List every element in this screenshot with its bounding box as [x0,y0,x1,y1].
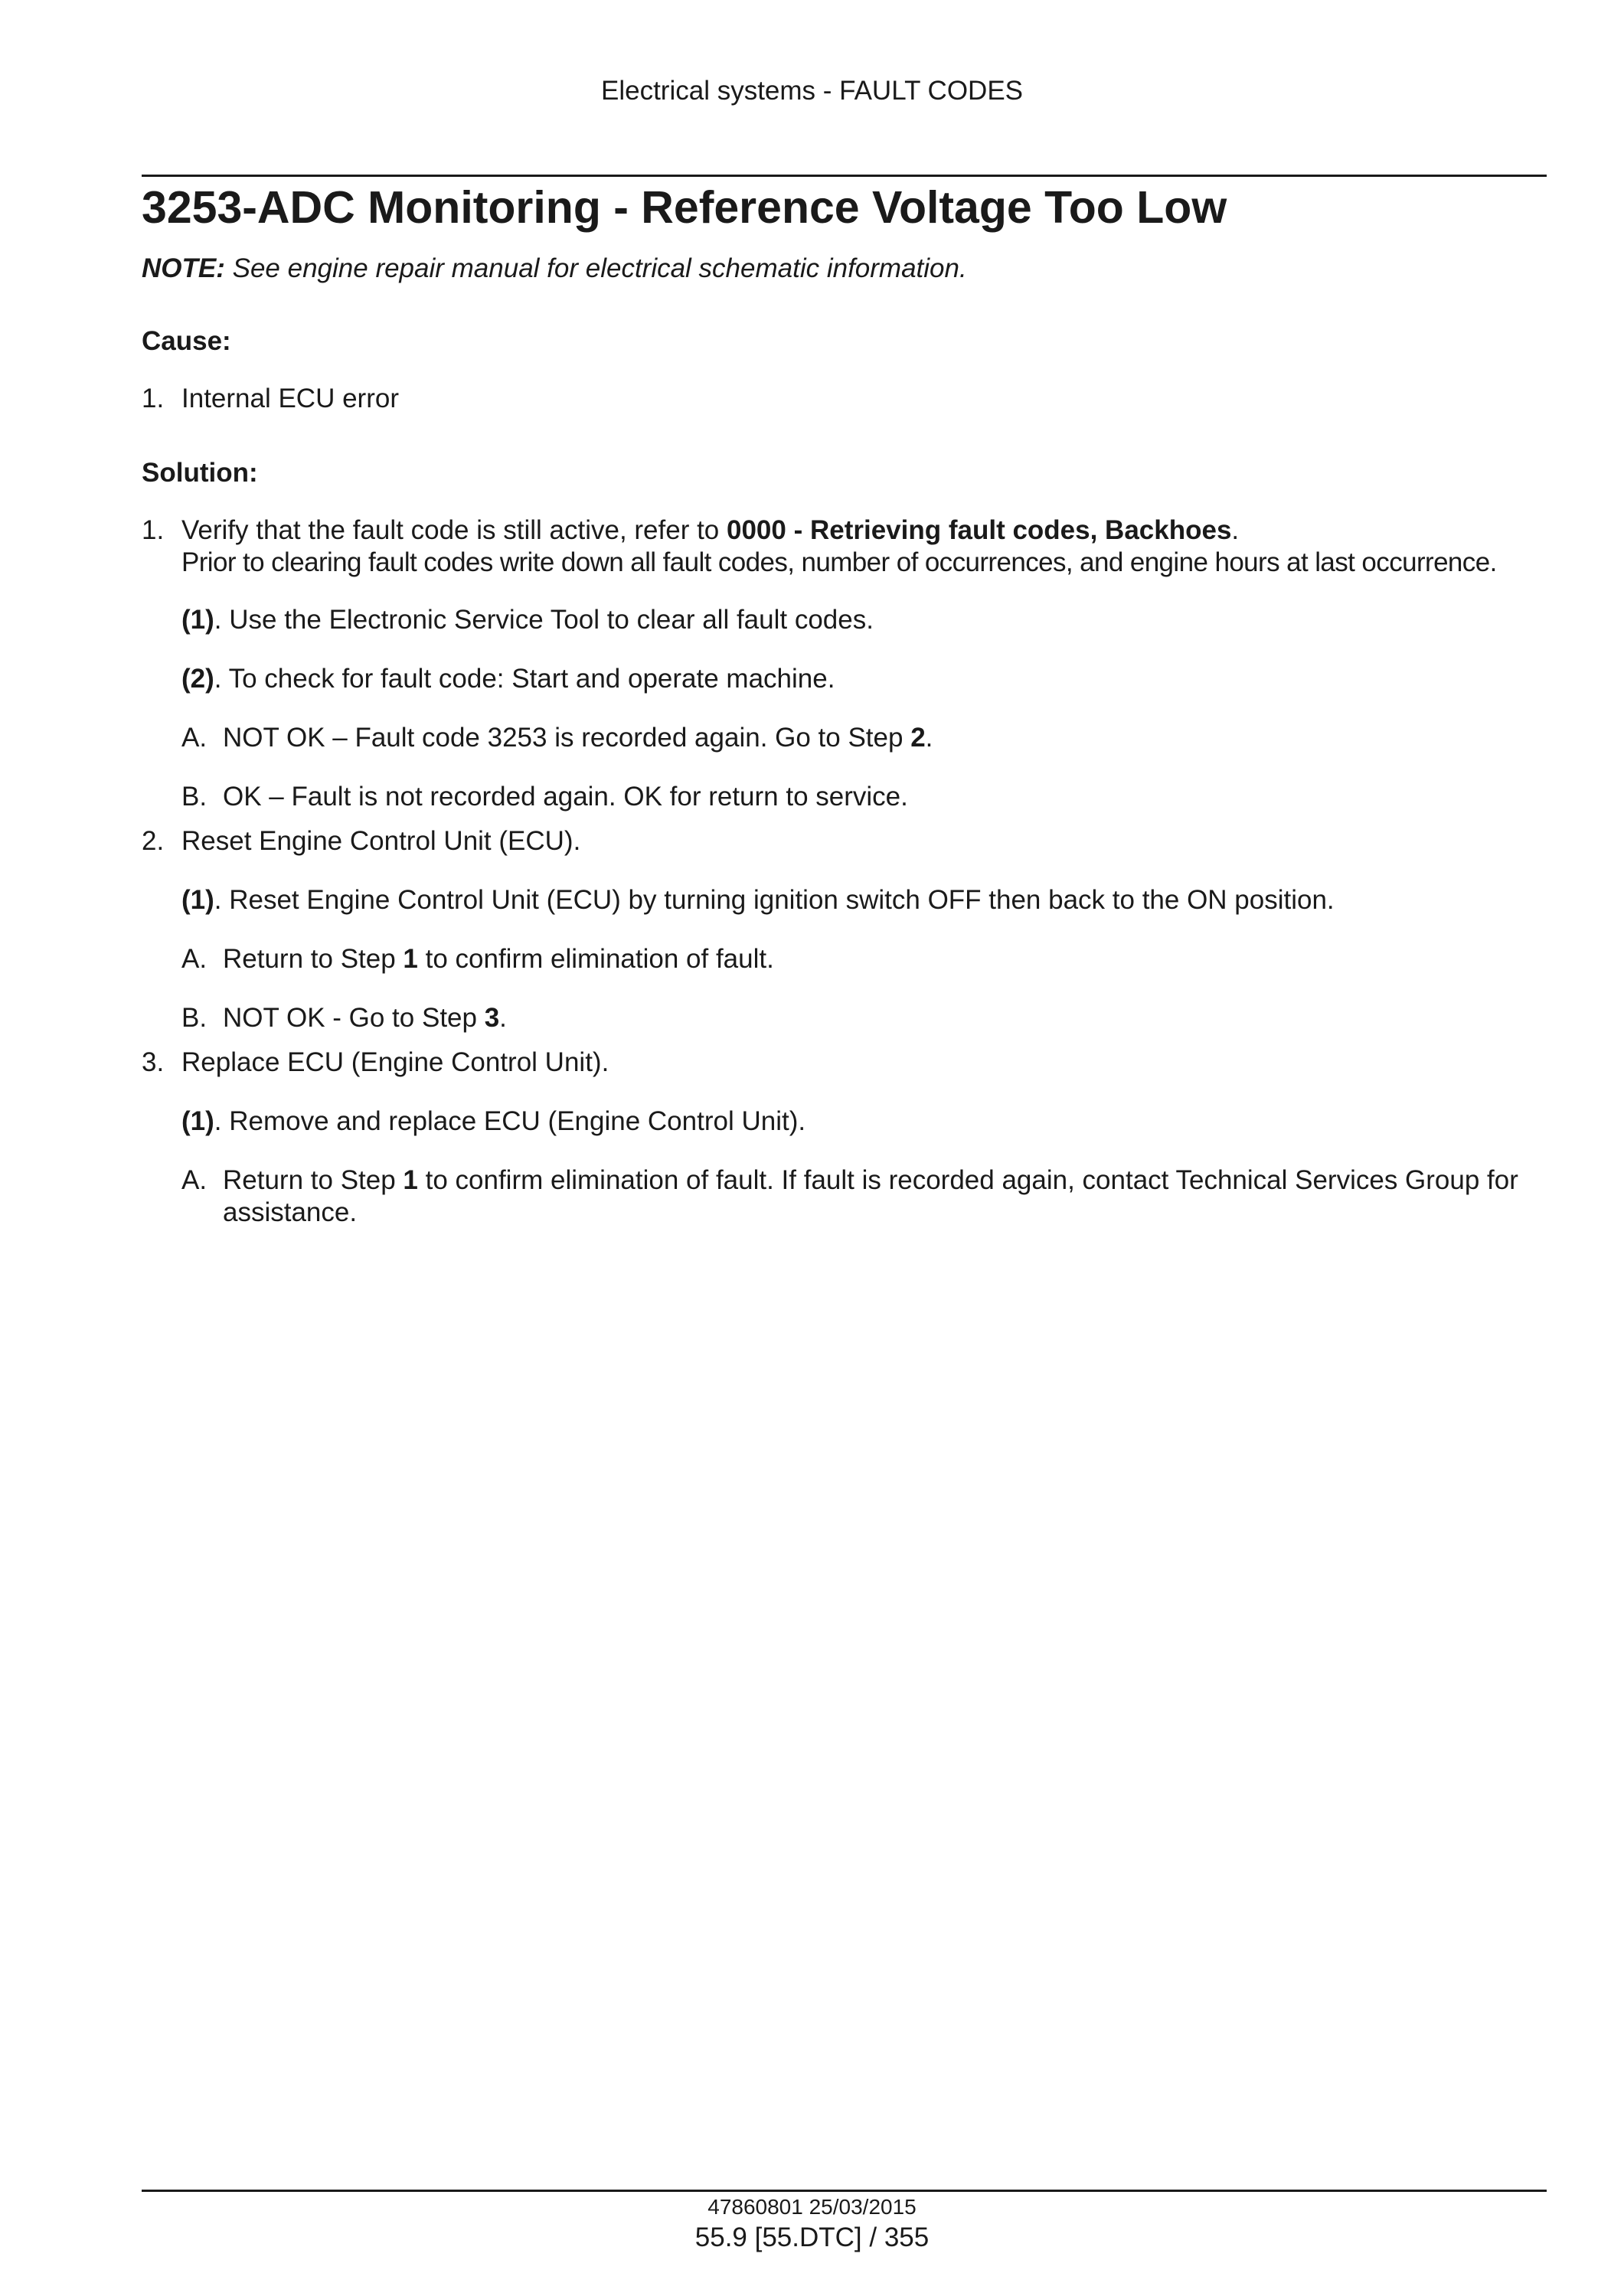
step-3-text: Replace ECU (Engine Control Unit). [181,1047,609,1077]
step-ref: 1 [403,944,418,974]
document-id: 47860801 25/03/2015 [707,2195,917,2219]
step-2-substep-1: (1). Reset Engine Control Unit (ECU) by turning ignition switch OFF then back to the ON position. [181,885,1335,915]
step-1-text: Verify that the fault code is still active, refer to 0000 - Retrieving fault codes, Backhoes. [181,515,1240,545]
substep-label: (1) [181,1106,214,1136]
step-1-number: 1. [142,515,165,545]
running-header: Electrical systems - FAULT CODES [600,76,1024,106]
page-reference: 55.9 [55.DTC] / 355 [694,2223,930,2252]
footer-rule [142,2190,1547,2192]
option-text: Return to Step 1 to confirm elimination of fault. [223,944,774,974]
option-letter: B. [181,1003,207,1033]
step-2-text: Reset Engine Control Unit (ECU). [181,826,581,856]
substep-label: (1) [181,885,214,915]
step-2-number: 2. [142,826,165,856]
step-3-number: 3. [142,1047,165,1077]
step-1-line-2: Prior to clearing fault codes write down all fault codes, number of occurrences, and engine hours at last occurrence. [181,547,1497,577]
step-3-substep-1: (1). Remove and replace ECU (Engine Control Unit). [181,1106,806,1136]
option-letter: A. [181,944,207,974]
header-rule [142,175,1547,177]
option-letter: A. [181,723,207,753]
step-ref: 2 [910,723,926,753]
cause-item-number: 1. [142,384,165,413]
note-text: See engine repair manual for electrical schematic information. [224,253,967,283]
note [142,253,1550,285]
step-1-substep-1: (1). Use the Electronic Service Tool to clear all fault codes. [181,605,874,635]
step-3-option-a-line-2: assistance. [223,1197,358,1227]
substep-label: (1) [181,605,214,635]
option-letter: A. [181,1165,207,1195]
page-title: 3253-ADC Monitoring - Reference Voltage Too Low [142,182,1227,233]
cause-item-text: Internal ECU error [181,384,399,413]
option-letter: B. [181,782,207,812]
option-text: NOT OK – Fault code 3253 is recorded again. Go to Step 2. [223,723,933,753]
retrieving-fault-codes-reference: 0000 - Retrieving fault codes, Backhoes [727,515,1232,545]
option-text: NOT OK - Go to Step 3. [223,1003,507,1033]
note-label: NOTE: [142,253,225,283]
step-ref: 1 [403,1165,418,1195]
substep-label: (2) [181,664,214,694]
step-ref: 3 [484,1003,500,1033]
step-1-substep-2: (2). To check for fault code: Start and operate machine. [181,664,835,694]
option-text: OK – Fault is not recorded again. OK for return to service. [223,782,908,812]
option-text: Return to Step 1 to confirm elimination of fault. If fault is recorded again, contact Technical Services Group for [223,1165,1518,1195]
cause-heading: Cause: [142,326,231,356]
solution-heading: Solution: [142,458,258,488]
